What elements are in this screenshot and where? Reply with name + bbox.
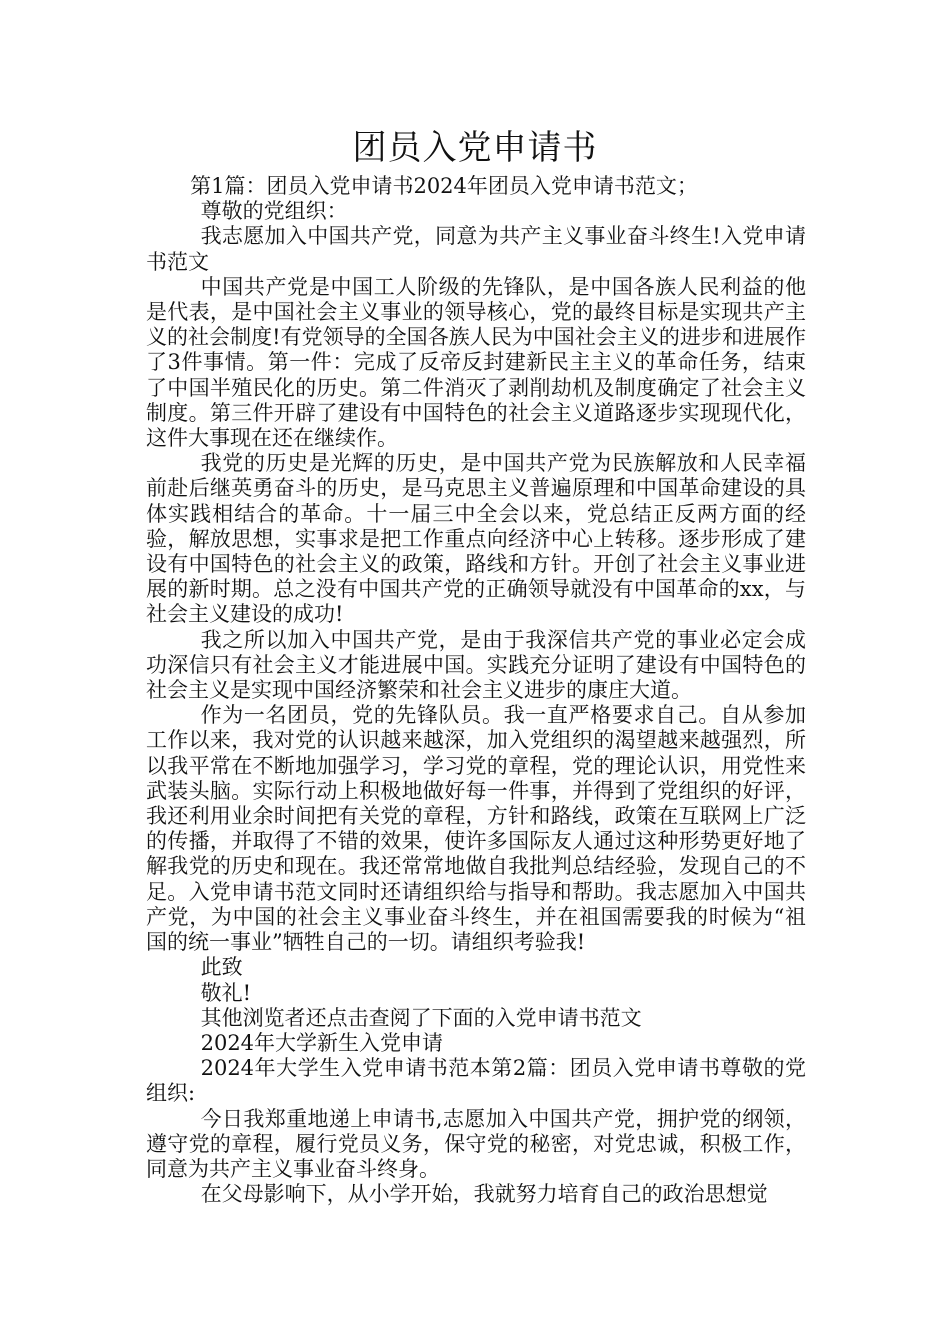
paragraph: 中国共产党是中国工人阶级的先锋队，是中国各族人民利益的他是代表，是中国社会主义事业的领导核心，党的最终目标是实现共产主义的社会制度!有党领导的全国各族人民为中国社会主义的进步和进展作了3件事情。第一件：完成了反帝反封建新民主主义的革命任务，结束了中国半殖民化的历史。第二件消灭了剥削劫机及制度确定了社会主义制度。第三件开辟了建设有中国特色的社会主义道路逐步实现现代化，这件大事现在还在继续作。 [146, 274, 806, 451]
paragraph: 作为一名团员，党的先锋队员。我一直严格要求自己。自从参加工作以来，我对党的认识越来越深，加入党组织的渴望越来越强烈，所以我平常在不断地加强学习，学习党的章程，党的理论认识，用党性来武装头脑。实际行动上积极地做好每一件事，并得到了党组织的好评，我还利用业余时间把有关党的章程，方针和路线，政策在互联网上广泛的传播，并取得了不错的效果，使许多国际友人通过这种形势更好地了解我党的历史和现在。我还常常地做自我批判总结经验，发现自己的不足。入党申请书范文同时还请组织给与指导和帮助。我志愿加入中国共产党，为中国的社会主义事业奋斗终生，并在祖国需要我的时候为“祖国的统一事业”牺牲自己的一切。请组织考验我! [146, 703, 806, 955]
document-title: 团员入党申请书 [352, 128, 598, 168]
paragraph: 其他浏览者还点击查阅了下面的入党申请书范文 [200, 1005, 642, 1030]
paragraph: 尊敬的党组织： [200, 199, 348, 224]
paragraph: 此致 [200, 955, 243, 980]
paragraph: 2024年大学新生入党申请 [200, 1030, 444, 1055]
paragraph: 我党的历史是光辉的历史，是中国共产党为民族解放和人民幸福前赴后继英勇奋斗的历史，是马克思主义普遍原理和中国革命建设的具体实践相结合的革命。十一届三中全会以来，党总结正反两方面的经验，解放思想，实事求是把工作重点向经济中心上转移。逐步形成了建设有中国特色的社会主义的政策，路线和方针。开创了社会主义事业进展的新时期。总之没有中国共产党的正确领导就没有中国革命的xx，与社会主义建设的成功! [146, 451, 806, 627]
paragraph: 今日我郑重地递上申请书,志愿加入中国共产党，拥护党的纲领，遵守党的章程，履行党员义务，保守党的秘密，对党忠诚，积极工作，同意为共产主义事业奋斗终身。 [146, 1106, 806, 1181]
paragraph: 我志愿加入中国共产党，同意为共产主义事业奋斗终生!入党申请书范文 [146, 224, 806, 274]
paragraph: 2024年大学生入党申请书范本第2篇：团员入党申请书尊敬的党组织: [146, 1056, 806, 1106]
paragraph: 第1篇：团员入党申请书2024年团员入党申请书范文； [190, 174, 698, 198]
paragraph: 在父母影响下，从小学开始，我就努力培育自己的政治思想觉 [200, 1182, 768, 1207]
document-body [146, 174, 806, 1207]
paragraph: 我之所以加入中国共产党，是由于我深信共产党的事业必定会成功深信只有社会主义才能进展中国。实践充分证明了建设有中国特色的社会主义是实现中国经济繁荣和社会主义进步的康庄大道。 [146, 627, 806, 703]
paragraph: 敬礼! [200, 980, 252, 1005]
